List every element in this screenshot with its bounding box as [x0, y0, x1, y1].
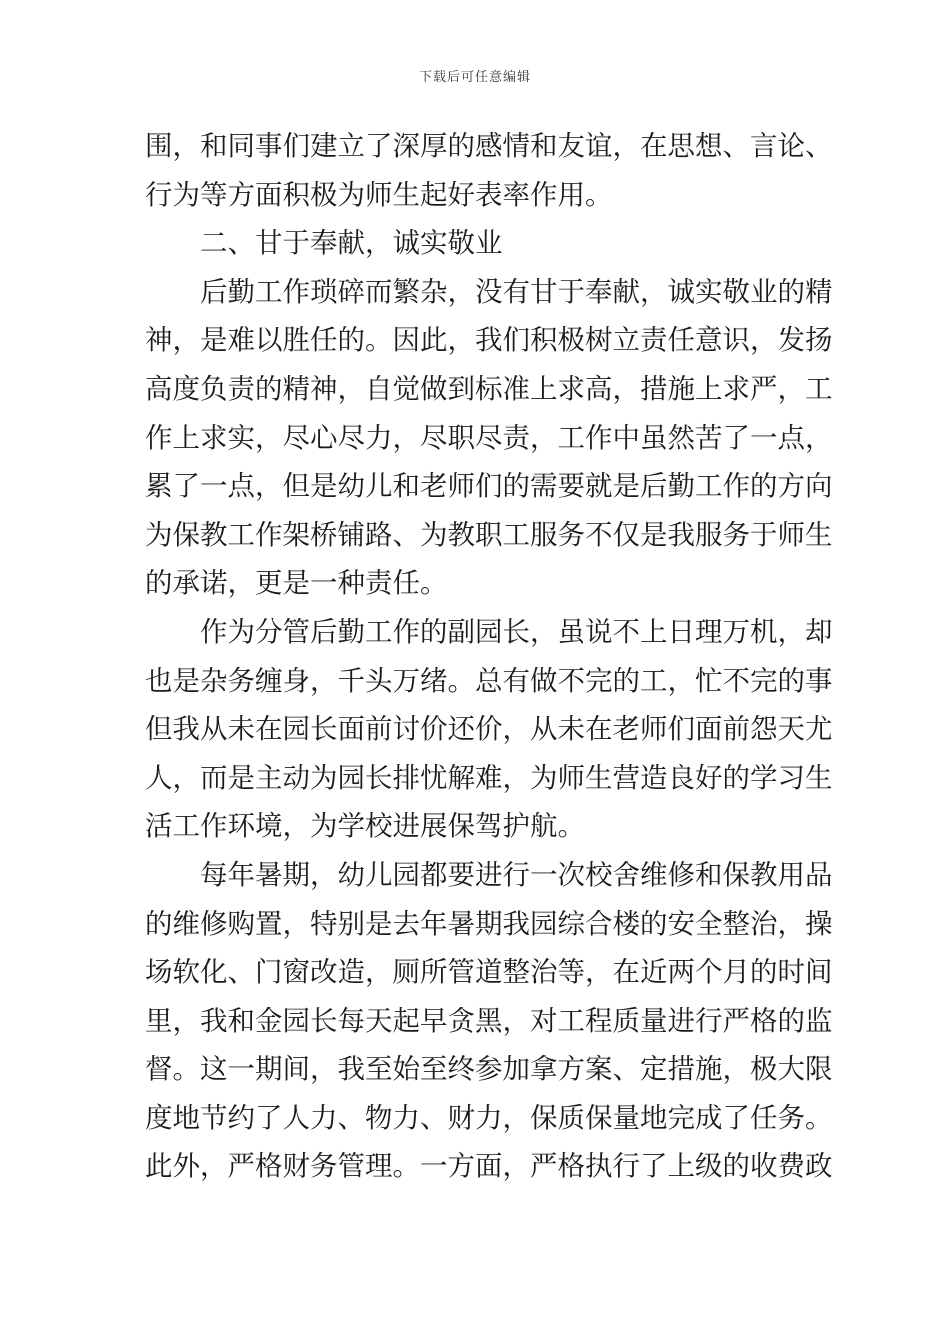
page-header-note: 下载后可任意编辑 [418, 70, 531, 85]
text-line: 作上求实，尽心尽力，尽职尽责，工作中虽然苦了一点， [145, 421, 833, 454]
text-line: 督。这一期间，我至始至终参加拿方案、定措施，极大限 [145, 1053, 833, 1086]
text-line: 也是杂务缠身，千头万绪。总有做不完的工，忙不完的事 [145, 664, 833, 697]
text-line: 累了一点，但是幼儿和老师们的需要就是后勤工作的方向 [145, 470, 833, 503]
section-heading: 二、甘于奉献，诚实敬业 [200, 227, 503, 260]
document-body [145, 122, 833, 1191]
text-line: 场软化、门窗改造，厕所管道整治等，在近两个月的时间 [145, 956, 833, 989]
text-line: 的维修购置，特别是去年暑期我园综合楼的安全整治，操 [145, 907, 833, 940]
text-line: 里，我和金园长每天起早贪黑，对工程质量进行严格的监 [145, 1004, 833, 1037]
text-line: 但我从未在园长面前讨价还价，从未在老师们面前怨天尤 [145, 713, 833, 746]
text-line: 此外，严格财务管理。一方面，严格执行了上级的收费政 [145, 1150, 833, 1183]
text-line: 高度负责的精神，自觉做到标准上求高，措施上求严，工 [145, 372, 833, 405]
text-line: 神，是难以胜任的。因此，我们积极树立责任意识，发扬 [145, 324, 833, 357]
text-line: 作为分管后勤工作的副园长，虽说不上日理万机，却 [200, 615, 833, 648]
text-line: 行为等方面积极为师生起好表率作用。 [145, 178, 613, 211]
text-line: 人，而是主动为园长排忧解难，为师生营造良好的学习生 [145, 761, 833, 794]
text-line: 的承诺，更是一种责任。 [145, 567, 448, 600]
text-line: 度地节约了人力、物力、财力，保质保量地完成了任务。 [145, 1101, 833, 1134]
text-line: 为保教工作架桥铺路、为教职工服务不仅是我服务于师生 [145, 518, 833, 551]
text-line: 活工作环境，为学校进展保驾护航。 [145, 810, 585, 843]
text-line: 每年暑期，幼儿园都要进行一次校舍维修和保教用品 [200, 858, 833, 891]
text-line: 围，和同事们建立了深厚的感情和友谊，在思想、言论、 [145, 130, 833, 162]
text-line: 后勤工作琐碎而繁杂，没有甘于奉献，诚实敬业的精 [200, 275, 833, 308]
